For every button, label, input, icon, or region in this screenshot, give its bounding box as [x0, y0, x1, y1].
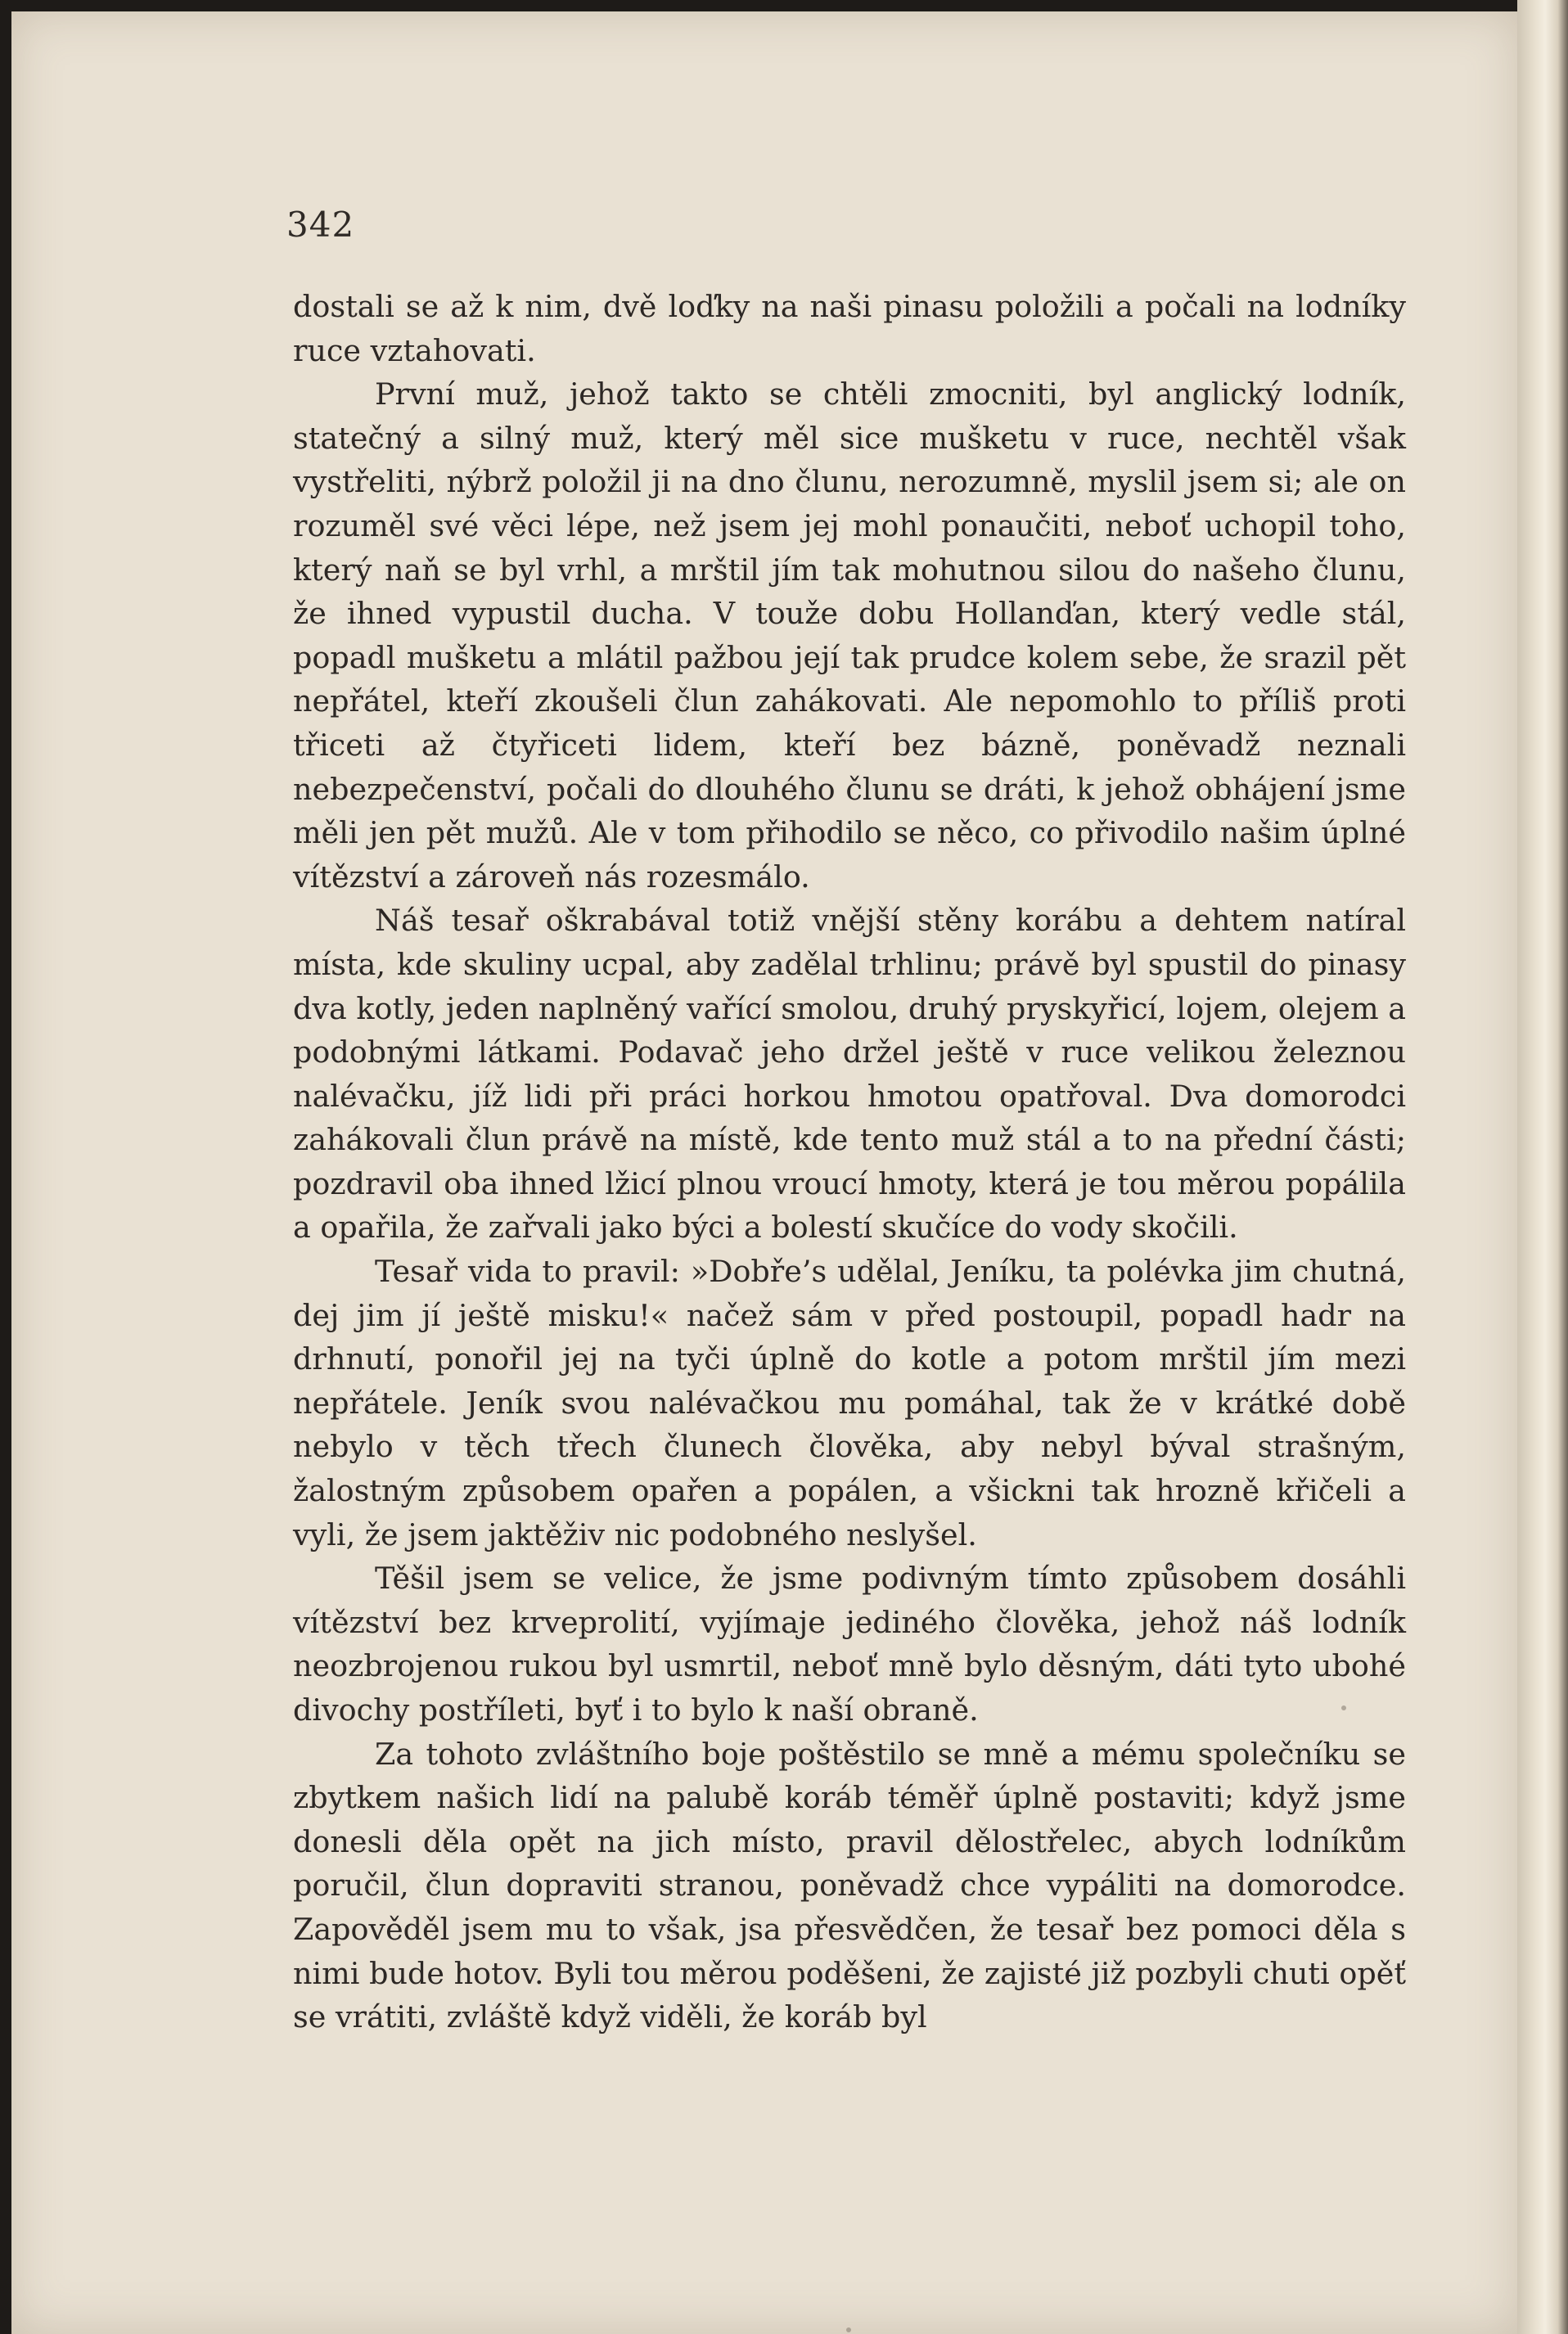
page-edge-gutter [1517, 0, 1568, 2334]
body-text [293, 285, 1406, 2039]
paragraph-4: Tesař vida to pravil: »Dobře’s udělal, Jeníku, ta polévka jim chutná, dej jim jí ještě misku!« načež sám v před postoupil, popadl hadr na drhnutí, ponořil jej na tyči úplně do kotle a potom mrštil jím mezi nepřátele. Jeník svou nalévačkou mu pomáhal, tak že v krátké době nebylo v těch třech člunech člověka, aby nebyl býval strašným, žalostným způsobem opařen a popálen, a všickni tak hrozně křičeli a vyli, že jsem jaktěživ nic podobného neslyšel. [293, 1254, 1406, 1552]
paper-speck [1341, 1705, 1346, 1710]
paragraph-2: První muž, jehož takto se chtěli zmocniti, byl anglický lodník, statečný a silný muž, který měl sice mušketu v ruce, nechtěl však vystřeliti, nýbrž položil ji na dno člunu, nerozumně, myslil jsem si; ale on rozuměl své věci lépe, než jsem jej mohl ponaučiti, neboť uchopil toho, který naň se byl vrhl, a mrštil jím tak mohutnou silou do našeho člunu, že ihned vypustil ducha. V touže dobu Hollanďan, který vedle stál, popadl mušketu a mlátil pažbou její tak prudce kolem sebe, že srazil pět nepřátel, kteří zkoušeli člun zahákovati. Ale nepomohlo to příliš proti třiceti až čtyřiceti lidem, kteří bez bázně, poněvadž neznali nebezpečenství, počali do dlouhého člunu se dráti, k jehož obhájení jsme měli jen pět mužů. Ale v tom přihodilo se něco, co přivodilo našim úplné vítězství a zároveň nás rozesmálo. [293, 376, 1406, 894]
paper-speck [846, 2327, 851, 2332]
paragraph-1: dostali se až k nim, dvě loďky na naši pinasu položili a počali na lodníky ruce vztahovati. [293, 289, 1406, 368]
paragraph-6: Za tohoto zvláštního boje poštěstilo se mně a mému společníku se zbytkem našich lidí na palubě koráb téměř úplně postaviti; když jsme donesli děla opět na jich místo, pravil dělostřelec, abych lodníkům poručil, člun dopraviti stranou, poněvadž chce vypáliti na domorodce. Zapověděl jsem mu to však, jsa přesvědčen, že tesař bez pomoci děla s nimi bude hotov. Byli tou měrou poděšeni, že zajisté již pozbyli chuti opěť se vrátiti, zvláště když viděli, že koráb byl [293, 1736, 1406, 2035]
book-page [11, 11, 1519, 2334]
paragraph-5: Těšil jsem se velice, že jsme podivným tímto způsobem dosáhli vítězství bez krveprolití, vyjímaje jediného člověka, jehož náš lodník neozbrojenou rukou byl usmrtil, neboť mně bylo děsným, dáti tyto ubohé divochy postříleti, byť i to bylo k naší obraně. [293, 1561, 1406, 1728]
paragraph-3: Náš tesař oškrabával totiž vnější stěny korábu a dehtem natíral místa, kde skuliny ucpal, aby zadělal trhlinu; právě byl spustil do pinasy dva kotly, jeden naplněný vařící smolou, druhý pryskyřicí, lojem, olejem a podobnými látkami. Podavač jeho držel ještě v ruce velikou železnou nalévačku, jíž lidi při práci horkou hmotou opatřoval. Dva domorodci zahákovali člun právě na místě, kde tento muž stál a to na přední části; pozdravil oba ihned lžicí plnou vroucí hmoty, která je tou měrou popálila a opařila, že zařvali jako býci a bolestí skučíce do vody skočili. [293, 903, 1406, 1246]
page-number: 342 [286, 205, 355, 245]
